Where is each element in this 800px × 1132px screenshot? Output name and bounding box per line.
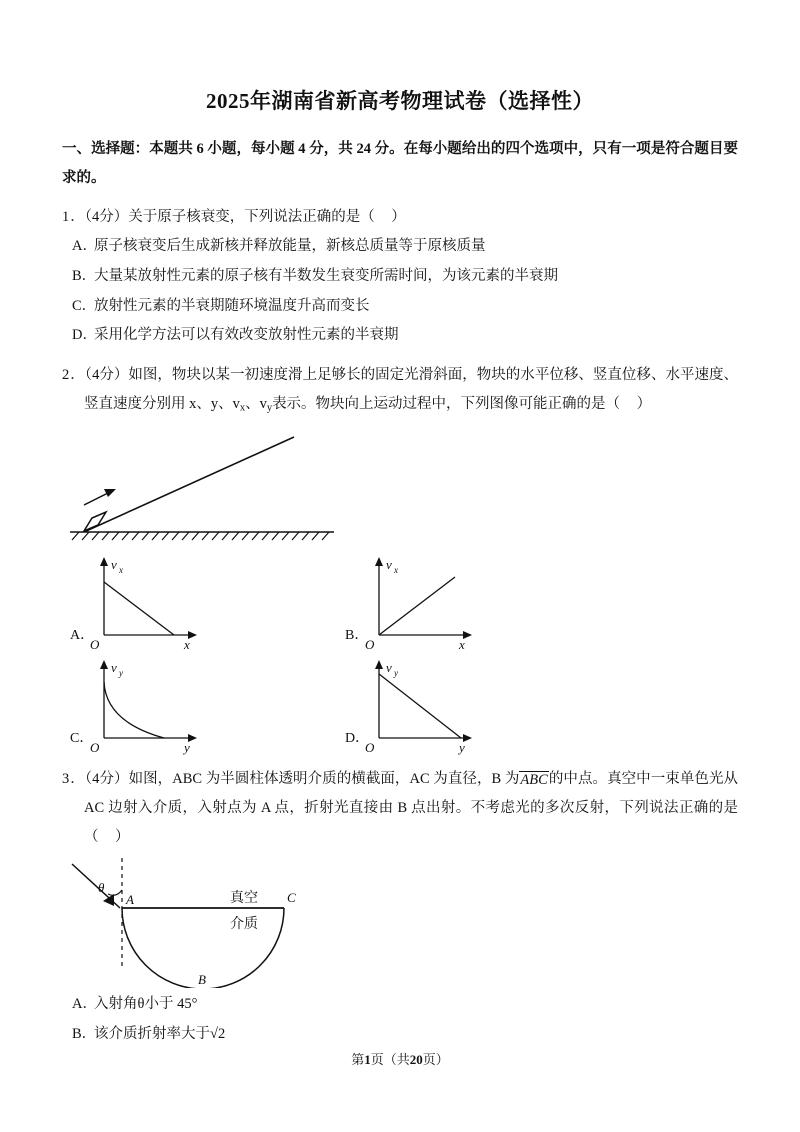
footer-middle: 页（共 [370,1052,410,1067]
graph-d-key: D． [345,731,370,747]
question-1-answer-blank[interactable] [375,209,392,225]
graph-a-y-arrow [100,557,108,566]
question-1-dot: ． [70,209,85,226]
graph-row-cd [62,652,738,755]
question-3-arc-notation: ABC [520,772,548,789]
medium-label: 介质 [230,917,258,933]
graph-c-key: C． [70,731,94,747]
question-3-text-part2: 的中点。真空中一束单色光从 AC 边射入介质，入射点为 A 点，折射光直接由 B 点出射。不考虑光的多次反射，下列说法正确的是（ [84,771,739,846]
q3-option-b-radical: √2 [210,1026,226,1043]
page-footer [0,1049,800,1068]
graph-b-y-sub: x [394,565,398,576]
question-3-dot: ． [70,771,85,788]
graph-c-y-label: v [111,660,117,676]
option-a-text: 原子核衰变后生成新核并释放能量，新核总质量等于原核质量 [94,238,486,255]
page-content [62,88,738,1050]
option-d-key: D． [72,327,97,344]
question-1-stem [62,203,738,232]
question-1-option-c[interactable] [62,292,738,322]
graph-c-svg [62,652,337,755]
angle-arc [108,890,122,895]
incline-surface-line [84,437,294,532]
question-2-number: 2 [62,367,70,384]
q3-option-a-text: 入射角θ小于 45° [94,996,198,1013]
point-b-label: B [198,972,206,988]
option-b-text: 大量某放射性元素的原子核有半数发生衰变所需时间，为该元素的半衰期 [94,268,558,285]
graph-a-y-sub: x [119,565,123,576]
question-1-option-b[interactable] [62,262,738,292]
q3-option-a-key: A． [72,996,97,1013]
graph-a-origin: O [90,637,100,653]
question-3-score: （4分） [84,771,129,788]
graph-option-d[interactable] [337,652,612,755]
figure-inclined-plane [62,427,738,547]
question-2-text-part1: 如图，物块以某一初速度滑上足够长的固定光滑斜面，物块的水平位移、竖直位移、水平速度、竖直速度分别用 x、y、v [84,367,739,413]
question-2-stem [62,361,738,419]
graph-b-origin: O [365,637,375,653]
question-2-subscript-y: y [266,402,273,414]
question-2-answer-blank[interactable] [620,396,637,412]
graph-b-curve [379,577,455,635]
question-1-option-d[interactable] [62,321,738,351]
question-3-paren-close: ） [115,829,130,846]
graph-d-y-label: v [386,660,392,676]
question-1 [62,203,738,351]
graph-option-a[interactable] [62,549,337,652]
motion-arrow [84,489,116,505]
graph-option-c[interactable] [62,652,337,755]
question-2-score: （4分） [84,367,129,384]
graph-b-key: B． [345,628,369,644]
question-3-number: 3 [62,771,70,788]
graph-b-y-arrow [375,557,383,566]
vacuum-label: 真空 [230,891,258,907]
option-b-key: B． [72,268,97,285]
footer-total-pages: 20 [409,1052,423,1067]
question-2-text-part3: 表示。物块向上运动过程中，下列图像可能正确的是（ [272,396,621,413]
question-3-text-part1: 如图，ABC 为半圆柱体透明介质的横截面，AC 为直径，B 为 [128,771,520,788]
section-intro: 一、选择题：本题共 6 小题，每小题 4 分，共 24 分。在每小题给出的四个选项中，只有一项是符合题目要求的。 [62,141,738,187]
footer-prefix: 第 [351,1052,365,1067]
ground-hatching [72,532,329,540]
graph-d-curve [379,674,461,738]
graph-b-x-label: x [459,637,465,653]
question-1-number: 1 [62,209,70,226]
question-1-text: 关于原子核衰变，下列说法正确的是（ [128,209,375,226]
question-1-option-a[interactable] [62,232,738,262]
graph-option-b[interactable] [337,549,612,652]
question-3 [62,765,738,1049]
incident-ray [72,864,120,908]
graph-d-y-arrow [375,660,383,669]
question-3-stem [62,765,738,852]
graph-d-y-sub: y [394,668,398,679]
option-c-key: C． [72,297,97,314]
graph-c-y-sub: y [119,668,123,679]
footer-page-number: 1 [364,1052,371,1067]
question-2-paren-close: ） [636,396,652,413]
q3-option-b-text: 该介质折射率大于 [94,1026,210,1043]
option-c-text: 放射性元素的半衰期随环境温度升高而变长 [94,297,370,314]
graph-d-origin: O [365,740,375,756]
q3-option-b-key: B． [72,1026,97,1043]
graph-a-curve [104,582,174,635]
graph-c-x-label: y [184,740,190,756]
page-title: 2025年湖南省新高考物理试卷（选择性） [206,89,594,113]
graph-a-svg [62,549,337,652]
angle-theta-label: θ [98,880,105,896]
graph-a-key: A． [70,628,95,644]
question-2 [62,361,738,755]
inclined-plane-svg [62,427,362,547]
graph-a-y-label: v [111,557,117,573]
graph-b-y-label: v [386,557,392,573]
footer-suffix: 页） [422,1052,449,1067]
question-1-paren-close: ） [391,209,406,226]
question-2-dot: ． [70,367,85,384]
graph-d-x-label: y [459,740,465,756]
point-a-label: A [126,892,134,908]
question-2-text-part2: 、v [245,396,267,413]
question-3-answer-blank[interactable] [99,829,116,845]
graph-a-x-label: x [184,637,190,653]
point-c-label: C [287,890,296,906]
graph-row-ab [62,549,738,652]
question-1-score: （4分） [84,209,129,226]
question-3-option-b[interactable] [62,1020,738,1050]
question-3-option-a[interactable] [62,990,738,1020]
graph-c-origin: O [90,740,100,756]
option-d-text: 采用化学方法可以有效改变放射性元素的半衰期 [94,327,399,344]
block-shape [84,512,106,531]
graph-c-curve [104,682,164,738]
optics-svg [62,856,362,988]
figure-semicircular-medium [62,856,738,988]
question-2-subscript-x: x [239,402,246,414]
graph-d-svg [337,652,612,755]
graph-c-y-arrow [100,660,108,669]
option-a-key: A． [72,238,97,255]
graph-b-svg [337,549,612,652]
